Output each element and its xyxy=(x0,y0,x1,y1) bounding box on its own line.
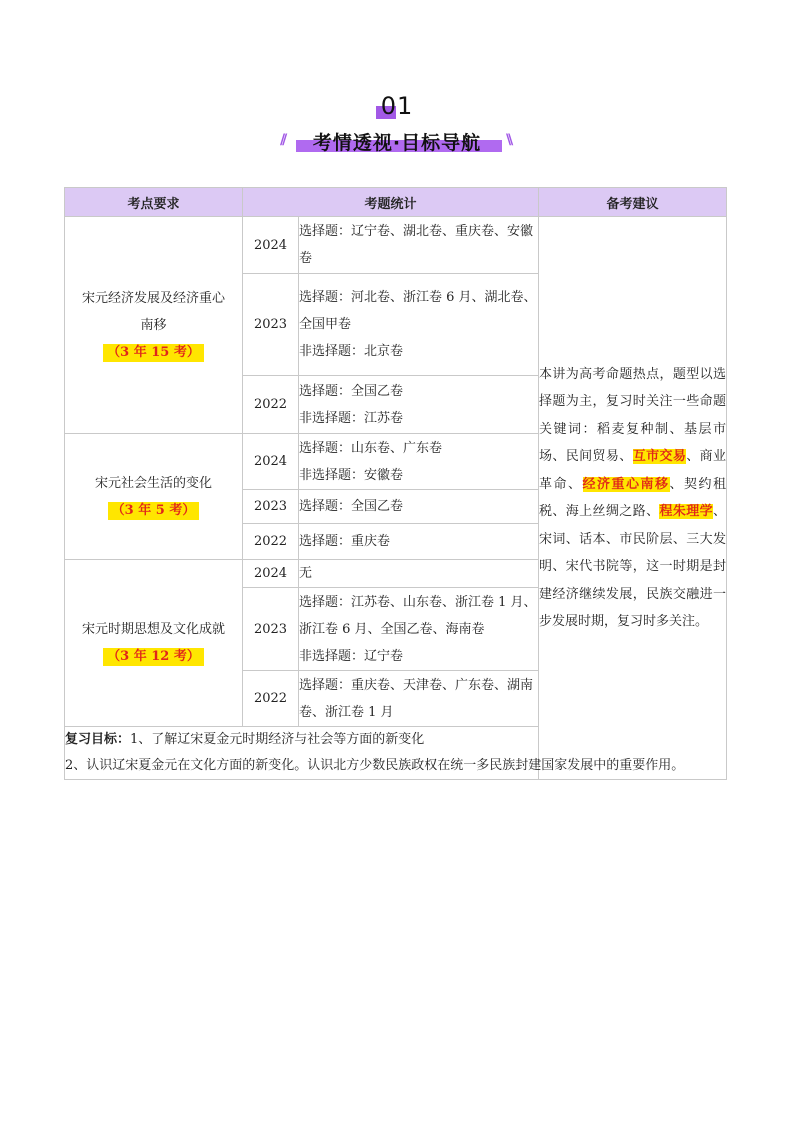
advice-text: 本讲为高考命题热点，题型以选择题为主，复习时关注一些命题关键词：稻麦复种制、基层市场、民间贸易、 xyxy=(539,366,727,464)
detail-line: 非选择题：江苏卷 xyxy=(299,410,404,426)
detail-line: 选择题：全国乙卷 xyxy=(299,499,404,514)
exam-analysis-table xyxy=(64,187,727,780)
detail-cell xyxy=(299,588,539,671)
header-stats: 考题统计 xyxy=(243,188,539,217)
year-cell: 2023 xyxy=(243,588,299,671)
section-header xyxy=(0,92,794,162)
year-cell: 2024 xyxy=(243,560,299,588)
goals-row xyxy=(65,727,727,780)
exam-count-badge: （3 年 12 考） xyxy=(103,648,204,666)
advice-keyword-highlight: 经济重心南移 xyxy=(582,476,670,492)
goal-line-2: 2、认识辽宋夏金元在文化方面的新变化。认识北方少数民族政权在统一多民族封建国家发展中的重要作用。 xyxy=(65,758,685,773)
detail-cell xyxy=(299,560,539,588)
detail-cell xyxy=(299,274,539,376)
header-advice: 备考建议 xyxy=(539,188,727,217)
year-cell: 2024 xyxy=(243,434,299,490)
year-cell: 2022 xyxy=(243,671,299,727)
year-cell: 2023 xyxy=(243,490,299,524)
detail-cell xyxy=(299,217,539,274)
topic-title: 宋元时期思想及文化成就 xyxy=(81,622,225,637)
advice-text: 、契约租税、海上丝绸之路、 xyxy=(539,476,726,519)
detail-cell xyxy=(299,376,539,434)
goal-text: 1、了解辽宋夏金元时期经济与社会等方面的新变化 xyxy=(130,732,425,747)
section-number: 01 xyxy=(380,92,414,120)
year-cell: 2022 xyxy=(243,524,299,560)
detail-line: 选择题：全国乙卷 xyxy=(299,383,404,399)
advice-cell xyxy=(539,217,727,780)
detail-line: 选择题：河北卷、浙江卷 6 月、湖北卷、全国甲卷 xyxy=(299,290,537,332)
topic-title: 宋元经济发展及经济重心南移 xyxy=(81,290,225,333)
detail-line: 选择题：重庆卷、天津卷、广东卷、湖南卷、浙江卷 1 月 xyxy=(299,677,534,720)
right-slash-decoration: \\ xyxy=(506,132,511,148)
topic-cell xyxy=(65,560,243,727)
topic-cell xyxy=(65,434,243,560)
section-title-wrap xyxy=(0,128,794,155)
goals-label: 复习目标： xyxy=(65,732,131,747)
section-title: 考情透视·目标导航 xyxy=(312,132,482,154)
advice-text: 、商业革命、 xyxy=(539,449,726,492)
advice-keyword-highlight: 互市交易 xyxy=(632,449,687,464)
goals-cell xyxy=(65,727,727,780)
detail-line: 非选择题：北京卷 xyxy=(299,344,404,359)
year-cell: 2024 xyxy=(243,217,299,274)
detail-line: 非选择题：安徽卷 xyxy=(299,467,404,483)
advice-text: 、宋词、话本、市民阶层、三大发明、宋代书院等，这一时期是封建经济继续发展，民族交融进一步发展时期，复习时多关注。 xyxy=(539,504,727,629)
detail-cell xyxy=(299,490,539,524)
detail-line: 选择题：江苏卷、山东卷、浙江卷 1 月、浙江卷 6 月、全国乙卷、海南卷 xyxy=(299,594,537,637)
detail-cell xyxy=(299,434,539,490)
goal-line-1 xyxy=(65,727,726,753)
detail-line: 无 xyxy=(299,566,313,581)
table-header-row xyxy=(65,188,727,217)
topic-cell xyxy=(65,217,243,434)
detail-line: 选择题：辽宁卷、湖北卷、重庆卷、安徽卷 xyxy=(299,224,534,266)
header-topic: 考点要求 xyxy=(65,188,243,217)
table-row xyxy=(65,217,727,274)
topic-title: 宋元社会生活的变化 xyxy=(94,475,212,491)
left-slash-decoration: // xyxy=(280,132,285,148)
detail-line: 选择题：山东卷、广东卷 xyxy=(299,440,443,456)
advice-keyword-highlight: 程朱理学 xyxy=(659,504,713,519)
exam-count-badge: （3 年 15 考） xyxy=(103,344,204,362)
detail-line: 选择题：重庆卷 xyxy=(299,534,391,549)
exam-count-badge: （3 年 5 考） xyxy=(108,502,200,520)
detail-cell xyxy=(299,671,539,727)
detail-cell xyxy=(299,524,539,560)
year-cell: 2023 xyxy=(243,274,299,376)
detail-line: 非选择题：辽宁卷 xyxy=(299,648,404,664)
year-cell: 2022 xyxy=(243,376,299,434)
